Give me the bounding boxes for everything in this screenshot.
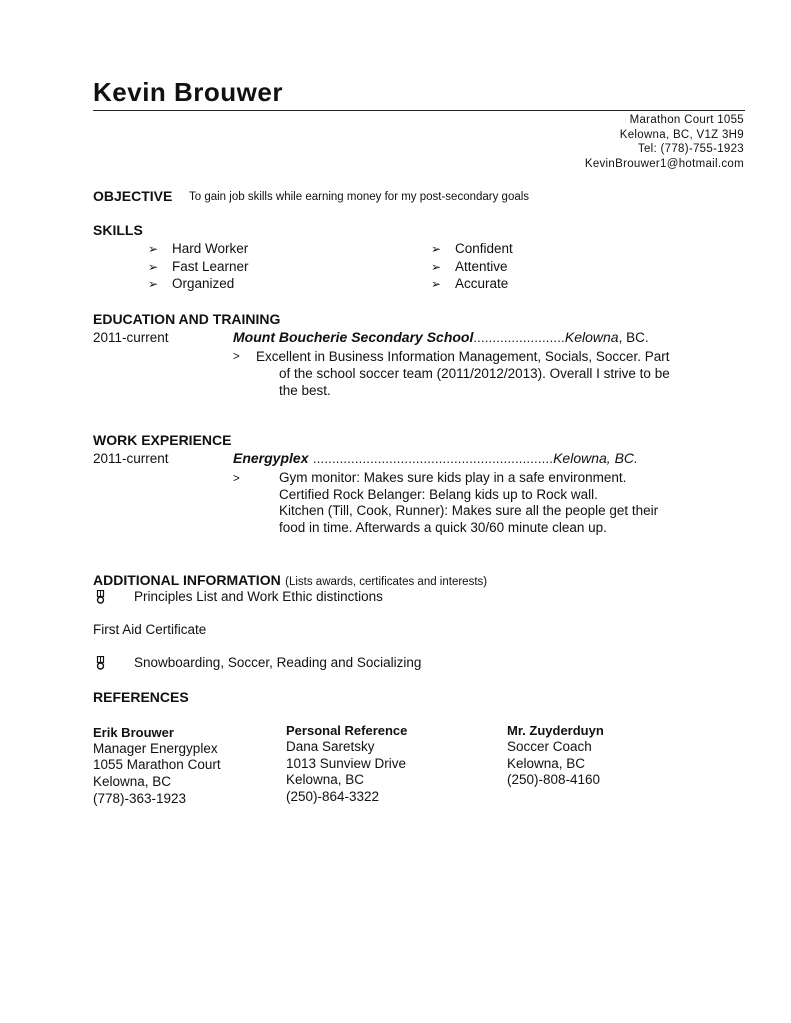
education-detail-line: the best. bbox=[279, 383, 331, 398]
work-detail-line: Certified Rock Belanger: Belang kids up to Rock wall. bbox=[279, 487, 598, 502]
additional-heading-line bbox=[93, 572, 487, 590]
skill-item: Organized bbox=[172, 276, 235, 291]
reference-name: Mr. Zuyderduyn bbox=[507, 723, 604, 738]
work-heading: WORK EXPERIENCE bbox=[93, 432, 232, 448]
reference-line: (250)-808-4160 bbox=[507, 772, 601, 787]
education-entry-line bbox=[233, 329, 649, 347]
skills-heading: SKILLS bbox=[93, 222, 143, 238]
reference-line: Kelowna, BC bbox=[286, 772, 365, 787]
reference-line: (778)-363-1923 bbox=[93, 791, 187, 806]
reference-line: 1055 Marathon Court bbox=[93, 757, 221, 772]
reference-line: Soccer Coach bbox=[507, 739, 592, 754]
skill-bullet-icon: ➢ bbox=[431, 260, 442, 274]
medal-icon bbox=[96, 656, 105, 673]
employer-name: Energyplex bbox=[233, 450, 309, 466]
school-location: Kelowna bbox=[564, 329, 619, 345]
objective-heading: OBJECTIVE bbox=[93, 188, 173, 204]
skill-item: Fast Learner bbox=[172, 259, 249, 274]
reference-name: Personal Reference bbox=[286, 723, 408, 738]
additional-heading: ADDITIONAL INFORMATION bbox=[93, 572, 281, 588]
skill-item: Accurate bbox=[455, 276, 509, 291]
reference-line: Dana Saretsky bbox=[286, 739, 375, 754]
work-detail-line: Gym monitor: Makes sure kids play in a safe environment. bbox=[279, 470, 627, 485]
education-period: 2011-current bbox=[93, 330, 169, 345]
contact-email: KevinBrouwer1@hotmail.com bbox=[584, 158, 744, 171]
additional-subheading: (Lists awards, certificates and interests) bbox=[285, 576, 488, 588]
reference-line: (250)-864-3322 bbox=[286, 789, 380, 804]
references-heading: REFERENCES bbox=[93, 689, 189, 705]
additional-item: First Aid Certificate bbox=[93, 622, 207, 637]
skill-item: Hard Worker bbox=[172, 241, 249, 256]
additional-item: Snowboarding, Soccer, Reading and Socializing bbox=[134, 655, 422, 670]
reference-line: Kelowna, BC bbox=[507, 756, 586, 771]
objective-text: To gain job skills while earning money for my post-secondary goals bbox=[189, 191, 530, 203]
skill-bullet-icon: ➢ bbox=[148, 242, 159, 256]
skill-bullet-icon: ➢ bbox=[148, 277, 159, 291]
work-period: 2011-current bbox=[93, 451, 169, 466]
leader-dots: ........................ bbox=[473, 330, 565, 345]
skill-bullet-icon: ➢ bbox=[148, 260, 159, 274]
work-entry-line bbox=[233, 450, 638, 468]
skill-item: Confident bbox=[455, 241, 513, 256]
work-bullet-icon: > bbox=[233, 473, 240, 485]
education-detail-line: Excellent in Business Information Management, Socials, Soccer. Part bbox=[256, 349, 670, 364]
contact-tel: Tel: (778)-755-1923 bbox=[637, 143, 744, 156]
work-detail-line: food in time. Afterwards a quick 30/60 minute clean up. bbox=[279, 520, 607, 535]
reference-line: 1013 Sunview Drive bbox=[286, 756, 407, 771]
additional-item: Principles List and Work Ethic distinctions bbox=[134, 589, 383, 604]
medal-icon bbox=[96, 590, 105, 607]
skill-bullet-icon: ➢ bbox=[431, 242, 442, 256]
leader-dots: ............................................................... bbox=[312, 451, 554, 466]
reference-line: Kelowna, BC bbox=[93, 774, 172, 789]
school-location-suffix: , BC. bbox=[618, 330, 649, 345]
education-heading: EDUCATION AND TRAINING bbox=[93, 311, 281, 327]
skill-item: Attentive bbox=[455, 259, 508, 274]
contact-city: Kelowna, BC, V1Z 3H9 bbox=[619, 128, 744, 141]
medal-icon-svg bbox=[96, 656, 105, 670]
reference-line: Manager Energyplex bbox=[93, 741, 218, 756]
contact-block bbox=[585, 113, 744, 172]
employer-location: Kelowna, BC. bbox=[553, 450, 638, 466]
header-divider bbox=[93, 110, 745, 111]
education-detail-line: of the school soccer team (2011/2012/2013). Overall I strive to be bbox=[279, 366, 670, 381]
work-detail-line: Kitchen (Till, Cook, Runner): Makes sure all the people get their bbox=[279, 503, 659, 518]
contact-address: Marathon Court 1055 bbox=[629, 114, 744, 126]
education-bullet-icon: > bbox=[233, 351, 240, 363]
school-name: Mount Boucherie Secondary School bbox=[233, 329, 474, 345]
skill-bullet-icon: ➢ bbox=[431, 277, 442, 291]
resume-name: Kevin Brouwer bbox=[93, 77, 283, 107]
reference-name: Erik Brouwer bbox=[93, 725, 174, 740]
medal-icon-svg bbox=[96, 590, 105, 604]
